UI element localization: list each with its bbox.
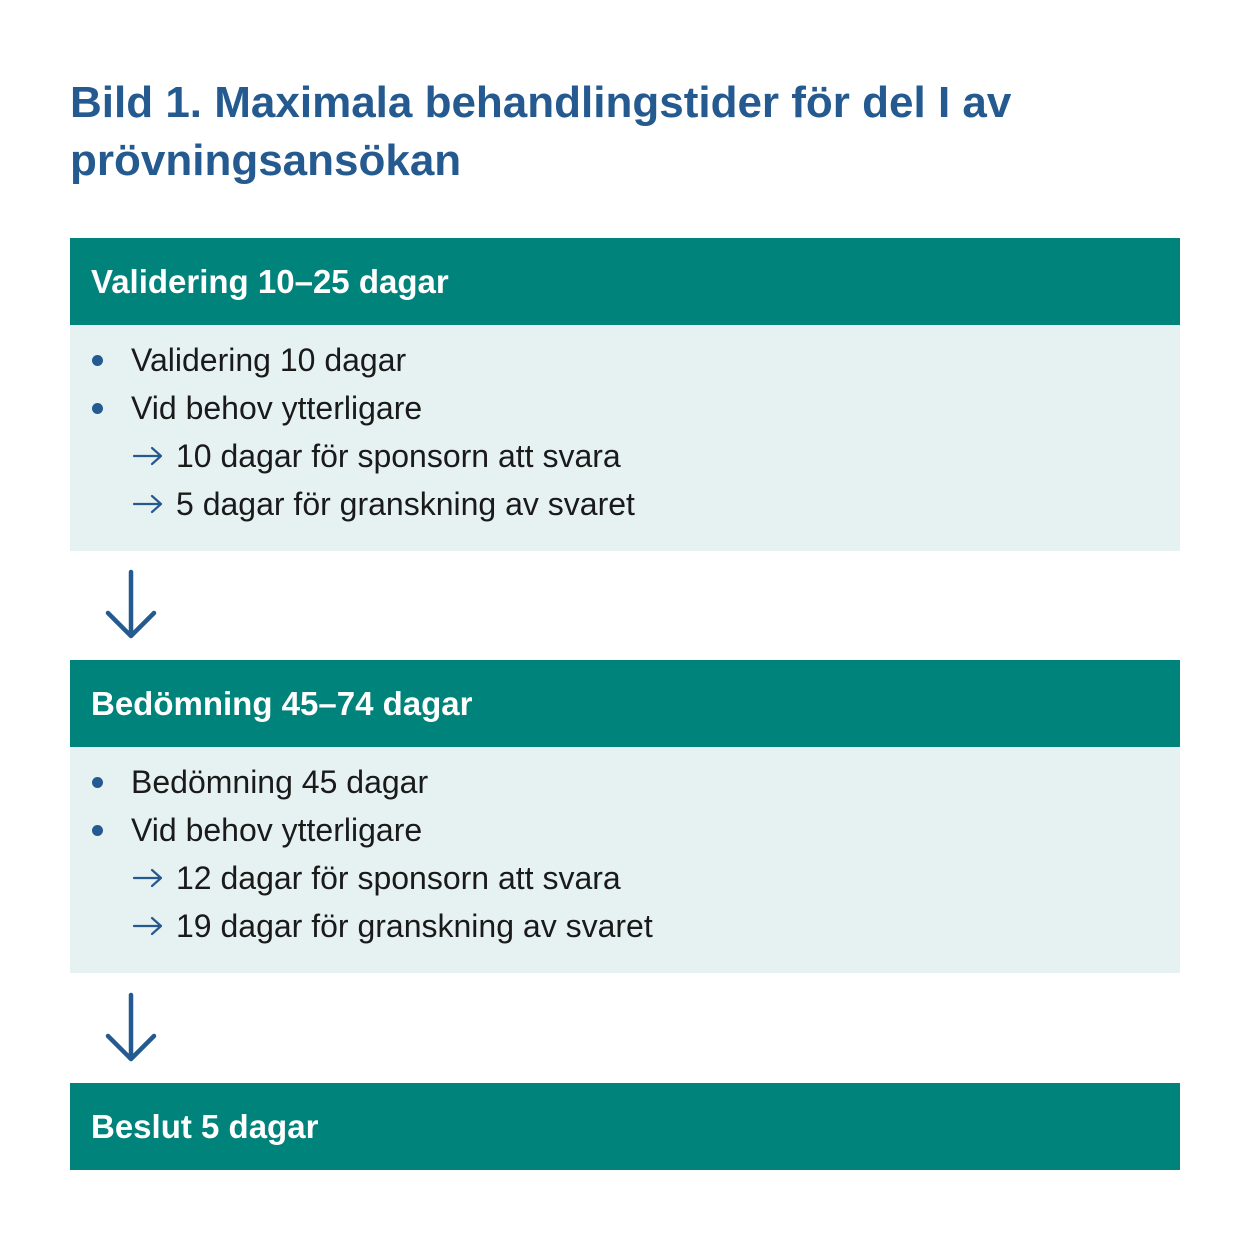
sub-list-item (70, 854, 1180, 902)
arrow-down-icon (103, 992, 159, 1064)
list-item (70, 758, 1180, 806)
validering-body (70, 325, 1180, 551)
list-item (70, 806, 1180, 854)
sub-list-item (70, 432, 1180, 480)
beslut-header: Beslut 5 dagar (70, 1083, 1180, 1170)
sub-list-item (70, 480, 1180, 528)
bullet-text: Vid behov ytterligare (131, 390, 423, 426)
list-item (70, 336, 1180, 384)
bullet-dot-icon (92, 355, 103, 366)
arrow-right-icon (132, 494, 164, 514)
arrow-down-icon (103, 569, 159, 641)
sub-list-item (70, 902, 1180, 950)
bullet-dot-icon (92, 825, 103, 836)
diagram-title: Bild 1. Maximala behandlingstider för del I av prövningsansökan (70, 78, 1012, 185)
list-item (70, 384, 1180, 432)
bullet-text: Bedömning 45 dagar (131, 764, 429, 800)
arrow-right-icon (132, 446, 164, 466)
bullet-dot-icon (92, 777, 103, 788)
bullet-text: Validering 10 dagar (131, 342, 407, 378)
bullet-dot-icon (92, 403, 103, 414)
arrow-right-icon (132, 916, 164, 936)
arrow-right-icon (132, 868, 164, 888)
bedomning-header: Bedömning 45–74 dagar (70, 660, 1180, 747)
bullet-text: Vid behov ytterligare (131, 812, 423, 848)
validering-header: Validering 10–25 dagar (70, 238, 1180, 325)
sub-item-text: 19 dagar för granskning av svaret (176, 908, 653, 944)
sub-item-text: 12 dagar för sponsorn att svara (176, 860, 621, 896)
bedomning-body (70, 747, 1180, 973)
sub-item-text: 10 dagar för sponsorn att svara (176, 438, 621, 474)
sub-item-text: 5 dagar för granskning av svaret (176, 486, 635, 522)
